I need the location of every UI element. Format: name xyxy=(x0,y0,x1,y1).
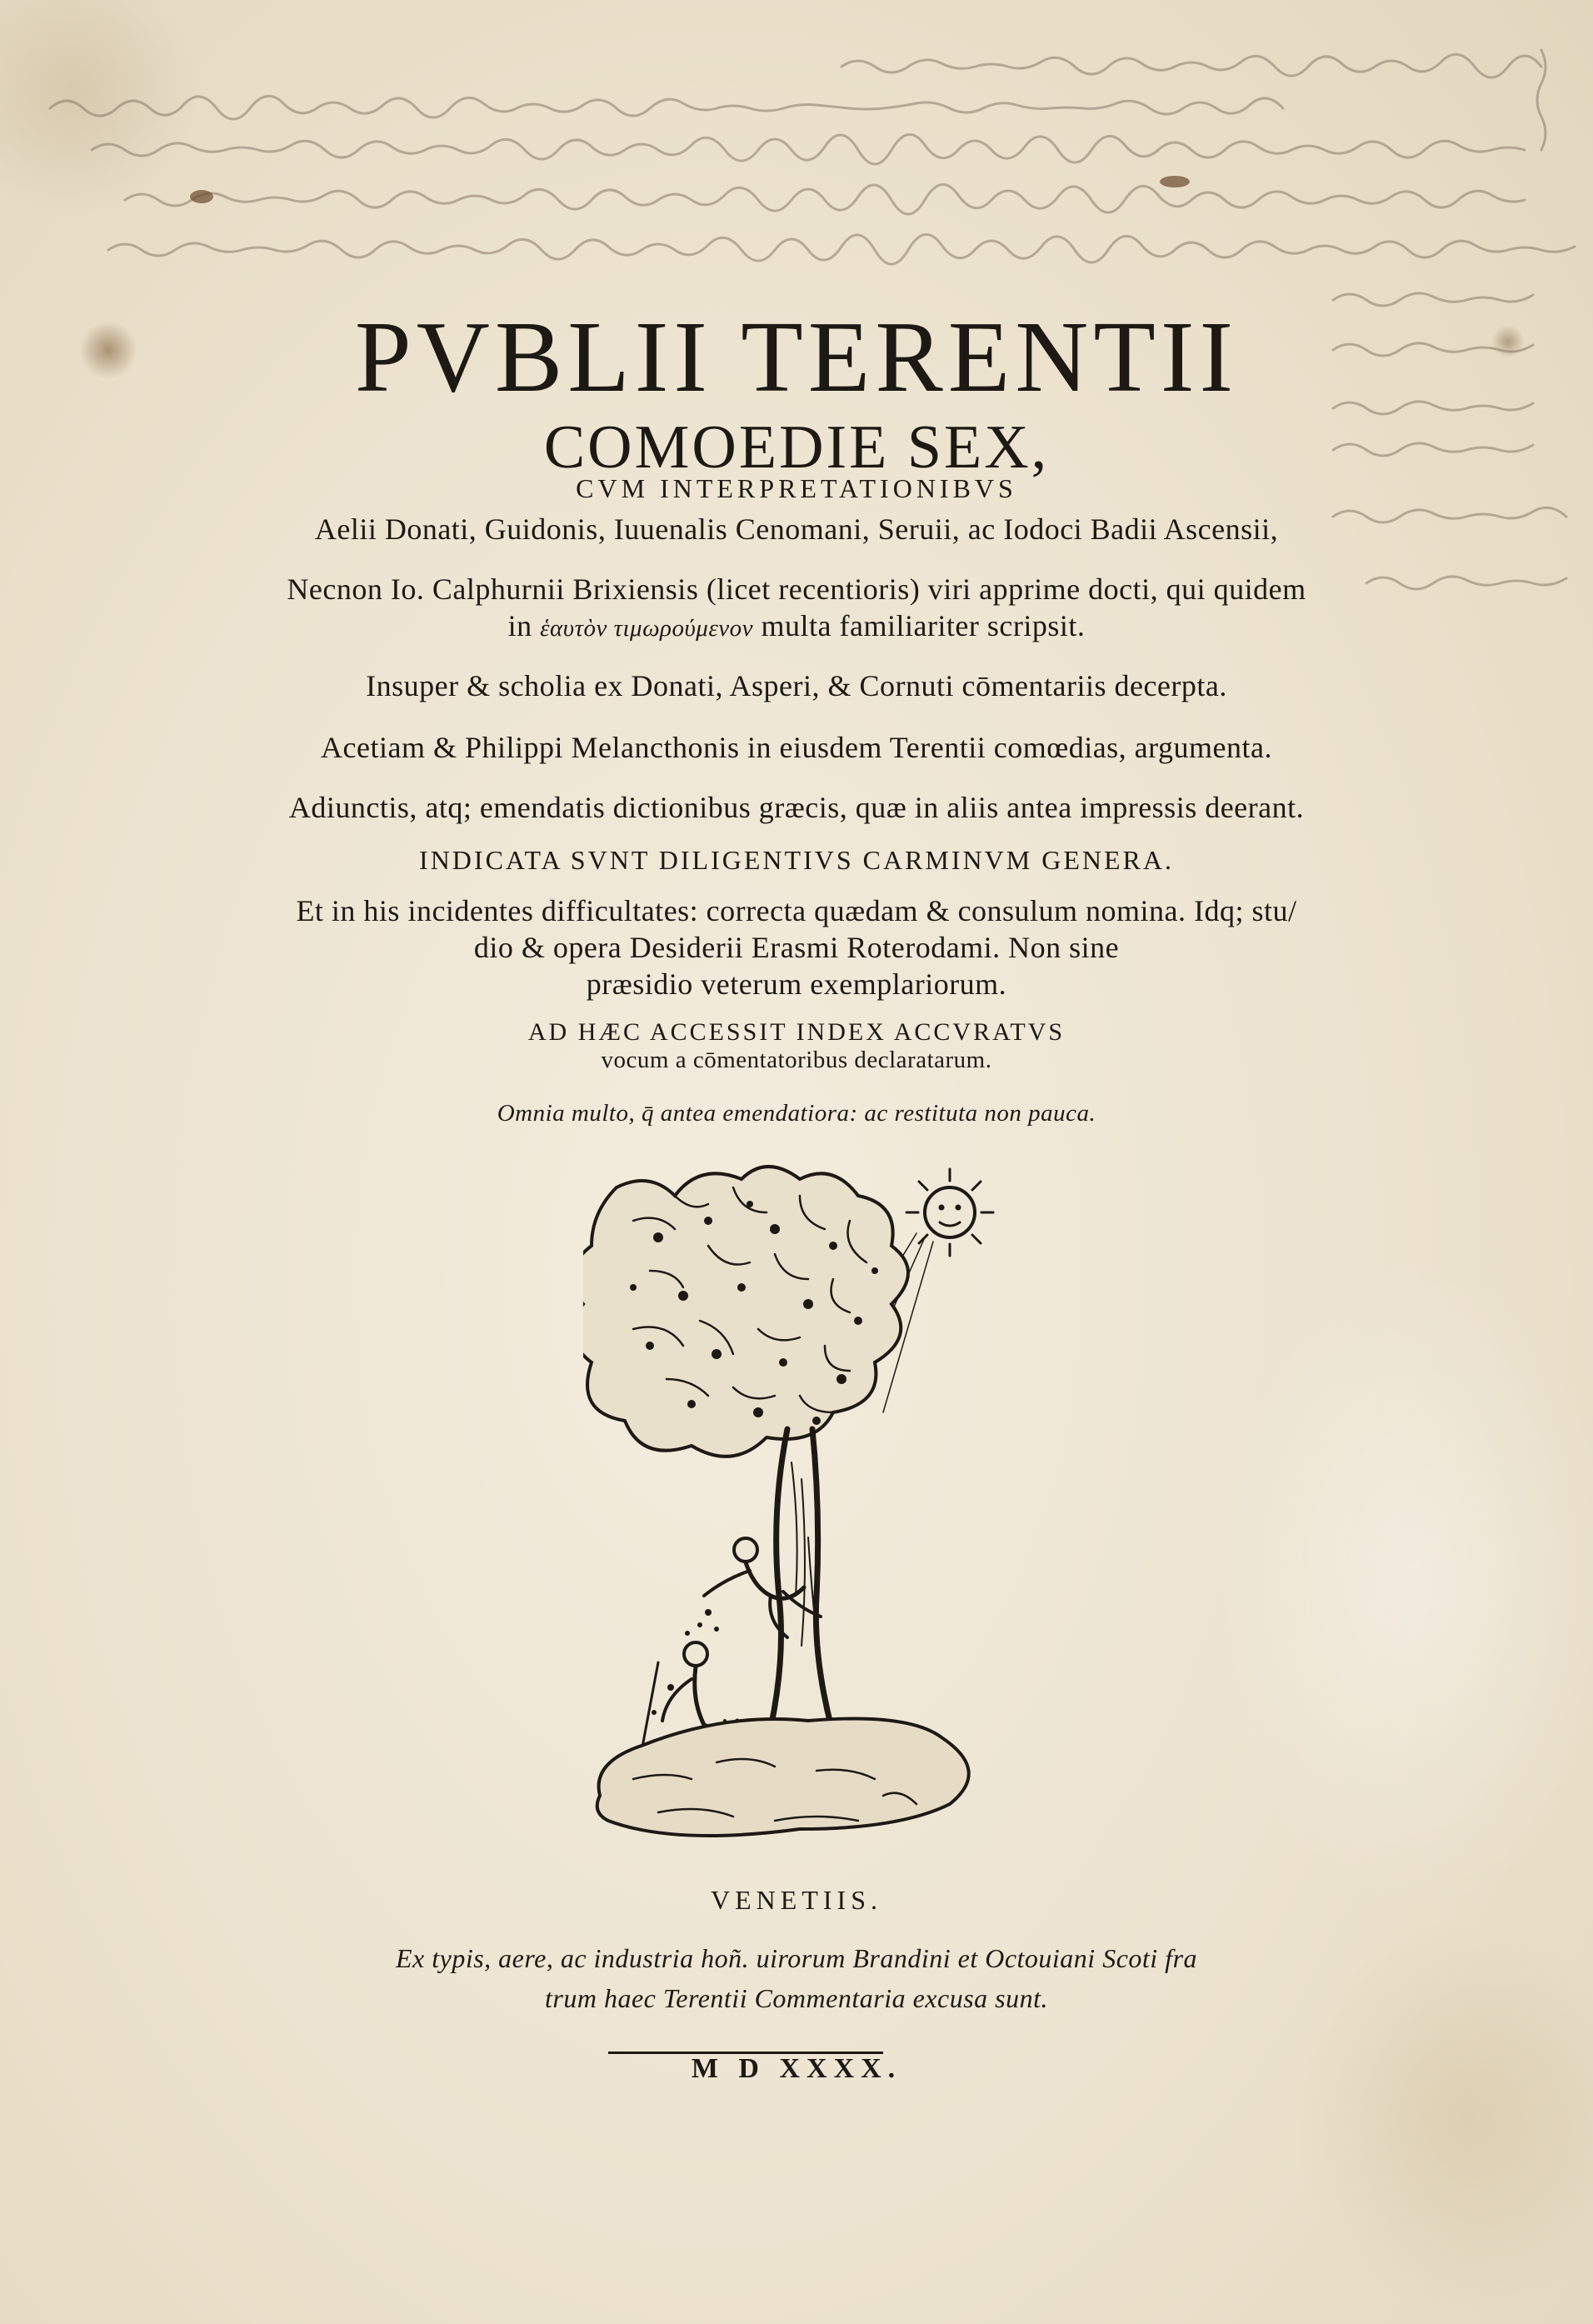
tree-canopy xyxy=(583,1167,908,1457)
woodcut-tree-illustration xyxy=(583,1162,1000,1862)
paper-stain xyxy=(1291,1917,1593,2317)
line-index-2: vocum a cōmentatoribus declaratarum. xyxy=(601,1047,992,1073)
line-erasmus-2: dio & opera Desiderii Erasmi Roterodami. Non sine xyxy=(473,931,1120,964)
line-necnon-2-suffix: multa familiariter scripsit. xyxy=(761,609,1086,642)
line-necnon-2 xyxy=(0,608,1593,643)
line-adiunctis: Adiunctis, atq; emendatis dictionibus græcis, quæ in aliis antea impressis deerant. xyxy=(288,791,1305,824)
line-omnia: Omnia multo, q̄ antea emendatiora: ac restituta non pauca. xyxy=(497,1100,1096,1127)
grassy-mound xyxy=(597,1719,969,1837)
greek-phrase: ἑαυτὸν τιμωρούμενον xyxy=(540,615,753,642)
line-erasmus-3: præsidio veterum exemplariorum. xyxy=(586,967,1007,1001)
line-necnon-2-prefix: in xyxy=(507,609,532,642)
line-indicata: INDICATA SVNT DILIGENTIVS CARMINVM GENERA. xyxy=(419,845,1174,875)
line-necnon-1: Necnon Io. Calphurnii Brixiensis (licet recentioris) viri apprime docti, qui quidem xyxy=(287,572,1306,606)
line-index-1: AD HÆC ACCESSIT INDEX ACCVRATVS xyxy=(527,1018,1066,1046)
line-commentators: Aelii Donati, Guidonis, Iuuenalis Cenomani, Seruii, ac Iodoci Badii Ascensii, xyxy=(314,512,1279,546)
imprint-date: M D XXXX. xyxy=(691,2053,902,2084)
imprint-place: VENETIIS. xyxy=(711,1885,882,1915)
book-title: PVBLII TERENTII xyxy=(354,301,1239,413)
book-subtitle: COMOEDIE SEX, xyxy=(543,413,1050,482)
line-erasmus-1: Et in his incidentes difficultates: correcta quædam & consulum nomina. Idq; stu/ xyxy=(296,894,1297,927)
line-acetiam: Acetiam & Philippi Melancthonis in eiusdem Terentii comœdias, argumenta. xyxy=(321,731,1272,764)
line-insuper: Insuper & scholia ex Donati, Asperi, & Cornuti cōmentariis decerpta. xyxy=(366,669,1227,702)
paper-stain xyxy=(1208,1250,1593,1917)
imprint-line-2: trum haec Terentii Commentaria excusa sunt. xyxy=(545,1983,1048,2013)
line-cum-interpretationibus: CVM INTERPRETATIONIBVS xyxy=(576,473,1017,503)
imprint-line-1: Ex typis, aere, ac industria hoñ. uirorum Brandini et Octouiani Scoti fra xyxy=(395,1943,1198,1973)
